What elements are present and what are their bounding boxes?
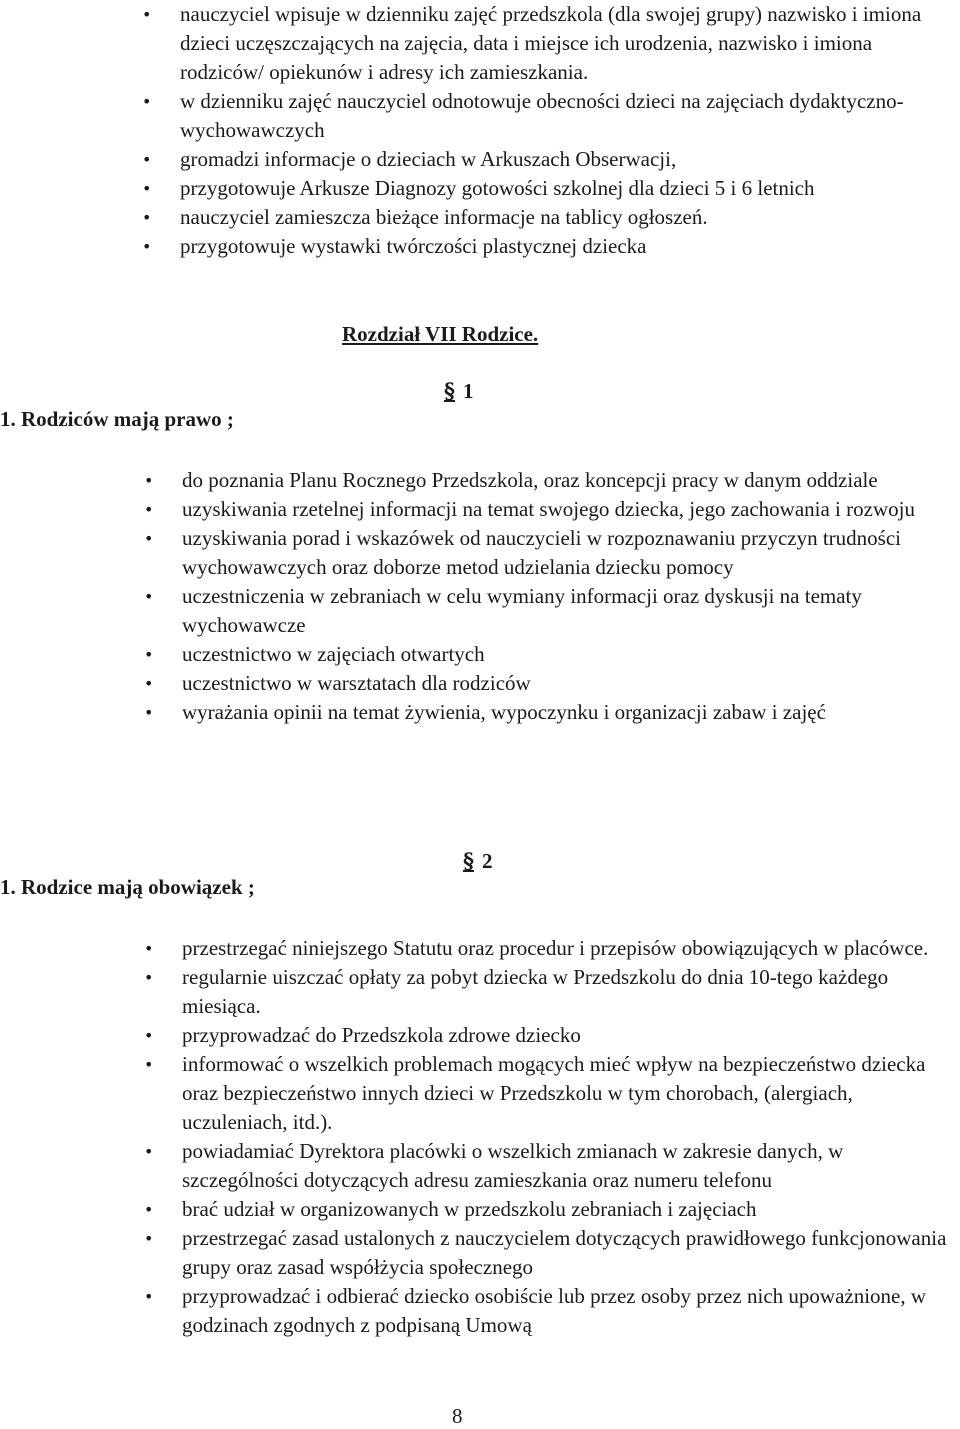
bullet-icon: •	[144, 703, 154, 722]
section-symbol: §	[463, 848, 474, 873]
list-item: • powiadamiać Dyrektora placówki o wszelkich zmianach w zakresie danych, w szczególności dotyczących adresu zamieszkania oraz numeru telefonu	[144, 1139, 844, 1192]
section-symbol: §	[444, 378, 455, 403]
list-item: • przygotowuje wystawki twórczości plastycznej dziecka	[140, 232, 940, 261]
list-item: • przygotowuje Arkusze Diagnozy gotowości szkolnej dla dzieci 5 i 6 letnich	[140, 174, 940, 203]
bullet-icon: •	[142, 237, 152, 256]
list-item: • brać udział w organizowanych w przedszkolu zebraniach i zajęciach	[142, 1195, 954, 1224]
list-item: • przyprowadzać do Przedszkola zdrowe dziecko	[142, 1021, 954, 1050]
bullet-icon: •	[144, 939, 154, 958]
bullet-icon: •	[144, 529, 154, 548]
bullet-icon: •	[144, 1200, 154, 1219]
list-item: • nauczyciel wpisuje w dzienniku zajęć przedszkola (dla swojej grupy) nazwisko i imiona dzieci uczęszczających na zajęcia, data i miejsce ich urodzenia, nazwisko i imiona rodziców/ opiekunów i adresy ich zamieszkania.	[142, 2, 922, 84]
list-item: • nauczyciel zamieszcza bieżące informacje na tablicy ogłoszeń.	[140, 203, 940, 232]
section-1-mark	[444, 378, 473, 404]
bullet-icon: •	[144, 968, 154, 987]
bullet-icon: •	[144, 1026, 154, 1045]
bullet-icon: •	[144, 1229, 154, 1248]
list-item: • uzyskiwania rzetelnej informacji na temat swojego dziecka, jego zachowania i rozwoju	[142, 495, 954, 524]
duties-heading: 1. Rodzice mają obowiązek ;	[0, 875, 255, 899]
list-item: • regularnie uiszczać opłaty za pobyt dziecka w Przedszkolu do dnia 10-tego każdego miesiąca.	[144, 965, 889, 1018]
bullet-icon: •	[142, 5, 152, 24]
rights-heading: 1. Rodziców mają prawo ;	[0, 407, 234, 431]
bullet-icon: •	[144, 587, 154, 606]
list-item: • przestrzegać niniejszego Statutu oraz procedur i przepisów obowiązujących w placówce.	[142, 934, 954, 963]
bullet-icon: •	[144, 674, 154, 693]
list-item: • przestrzegać zasad ustalonych z nauczycielem dotyczących prawidłowego funkcjonowania grupy oraz zasad współżycia społecznego	[144, 1226, 947, 1279]
list-item: • gromadzi informacje o dzieciach w Arkuszach Obserwacji,	[140, 145, 940, 174]
bullet-icon: •	[142, 92, 152, 111]
section-number: 2	[481, 849, 493, 873]
bullet-icon: •	[144, 645, 154, 664]
parent-rights-list	[142, 466, 954, 727]
section-2-mark	[463, 848, 492, 874]
list-item: • uczestniczenia w zebraniach w celu wymiany informacji oraz dyskusji na tematy wychowawcze	[144, 584, 862, 637]
page-number: 8	[452, 1404, 463, 1428]
bullet-icon: •	[144, 471, 154, 490]
bullet-icon: •	[142, 208, 152, 227]
list-item: • informować o wszelkich problemach mogących mieć wpływ na bezpieczeństwo dziecka oraz bezpieczeństwo innych dzieci w Przedszkolu w tym chorobach, (alergiach, uczuleniach, itd.).	[144, 1052, 926, 1134]
bullet-icon: •	[142, 179, 152, 198]
list-item: • wyrażania opinii na temat żywienia, wypoczynku i organizacji zabaw i zajęć	[142, 698, 954, 727]
list-item: • uzyskiwania porad i wskazówek od nauczycieli w rozpoznawaniu przyczyn trudności wychowawczych oraz doborze metod udzielania dziecku pomocy	[144, 526, 901, 579]
list-item: • przyprowadzać i odbierać dziecko osobiście lub przez osoby przez nich upoważnione, w godzinach zgodnych z podpisaną Umową	[144, 1284, 927, 1337]
bullet-icon: •	[144, 1142, 154, 1161]
list-item: • do poznania Planu Rocznego Przedszkola, oraz koncepcji pracy w danym oddziale	[142, 466, 954, 495]
list-item: • uczestnictwo w zajęciach otwartych	[142, 640, 954, 669]
list-item: • w dzienniku zajęć nauczyciel odnotowuje obecności dzieci na zajęciach dydaktyczno-wychowawczych	[142, 89, 904, 142]
list-item: • uczestnictwo w warsztatach dla rodziców	[142, 669, 954, 698]
parent-duties-list	[142, 934, 954, 1340]
bullet-icon: •	[144, 500, 154, 519]
section-number: 1	[462, 379, 474, 403]
bullet-icon: •	[144, 1287, 154, 1306]
bullet-icon: •	[144, 1055, 154, 1074]
bullet-icon: •	[142, 150, 152, 169]
teacher-duties-list	[140, 0, 940, 261]
chapter-title: Rozdział VII Rodzice.	[342, 322, 539, 346]
